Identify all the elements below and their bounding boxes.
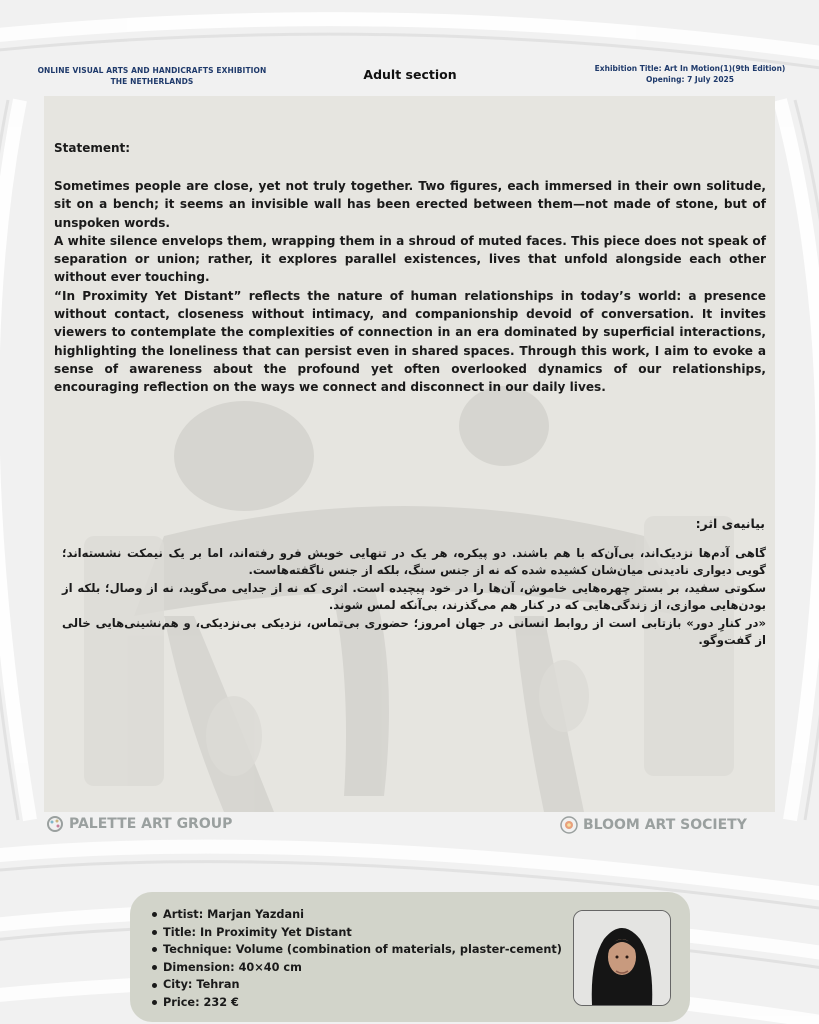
- info-technique: Technique: Volume (combination of materials, plaster-cement): [163, 943, 562, 957]
- statement-paragraph: Sometimes people are close, yet not truly together. Two figures, each immersed in their own solitude, sit on a bench; it seems an invisible wall has been erected between them—not made of stone, but of unspoken words.: [54, 179, 766, 230]
- info-item-artist: [152, 906, 562, 924]
- persian-statement-body: [62, 545, 766, 649]
- persian-paragraph: سکوتی سفید، بر بستر چهره‌هایی خاموش، آن‌ها را در خود پیچیده است. اثری که نه از جدایی می‌گوید، نه از وصال؛ بلکه از بودن‌هایی موازی، از زندگی‌هایی که در کنار هم می‌گذرند، بی‌آنکه لمس شوند.: [62, 580, 766, 613]
- info-price: Price: 232 €: [163, 995, 239, 1009]
- section-title: Adult section: [363, 67, 457, 82]
- header-right-line1: Exhibition Title: Art In Motion(1)(9th Edition): [594, 64, 786, 73]
- header-left-line2: THE NETHERLANDS: [110, 77, 194, 86]
- info-artist: Artist: Marjan Yazdani: [163, 908, 305, 921]
- artist-info-list: [152, 906, 562, 1012]
- palette-logo-icon: [46, 815, 64, 833]
- bloom-art-society-logo: [560, 816, 747, 834]
- bullet-icon: [152, 930, 157, 935]
- bullet-icon: [152, 965, 157, 970]
- info-item-price: [152, 994, 562, 1012]
- info-item-city: [152, 976, 562, 994]
- info-item-dimension: [152, 959, 562, 977]
- info-dimension: Dimension: 40×40 cm: [163, 960, 302, 974]
- palette-art-group-logo: [46, 815, 232, 833]
- info-title: Title: In Proximity Yet Distant: [163, 925, 352, 939]
- palette-logo-text: PALETTE ART GROUP: [69, 816, 233, 832]
- exhibition-title-header: [585, 63, 795, 85]
- bullet-icon: [152, 947, 157, 952]
- statement-body: [54, 177, 766, 397]
- persian-paragraph: «در کنارِ دور» بازتابی است از روابط انسانی در جهان امروز؛ حضوری بی‌تماس، نزدیکی بی‌نزدیکی، و هم‌نشینی‌هایی خالی از گفت‌وگو.: [62, 615, 766, 648]
- bullet-icon: [152, 983, 157, 988]
- bloom-logo-icon: [560, 816, 578, 834]
- bullet-icon: [152, 912, 157, 917]
- bullet-icon: [152, 1000, 157, 1005]
- statement-paragraph: “In Proximity Yet Distant” reflects the nature of human relationships in today’s world: a presence without contact, closeness without intimacy, and companionship devoid of conversation. It invites viewers to contemplate the complexities of connection in an era dominated by superficial interactions, highlighting the loneliness that can persist even in shared spaces. Through this work, I aim to evoke a sense of awareness about the profound yet often overlooked dynamics of our relationships, encouraging reflection on the ways we connect and disconnect in our daily lives.: [54, 288, 766, 395]
- artist-portrait: [573, 910, 671, 1006]
- info-item-technique: [152, 941, 562, 959]
- artist-info-card: [130, 892, 690, 1022]
- header-right-line2: Opening: 7 July 2025: [646, 75, 734, 84]
- bloom-logo-text: BLOOM ART SOCIETY: [583, 817, 747, 833]
- portrait-image: [574, 911, 670, 1005]
- persian-statement-title: بیانیه‌ی اثر:: [695, 516, 765, 531]
- header-left-line1: ONLINE VISUAL ARTS AND HANDICRAFTS EXHIBITION: [37, 66, 267, 75]
- exhibition-org-header: [22, 65, 282, 87]
- info-city: City: Tehran: [163, 978, 240, 992]
- persian-paragraph: گاهی آدم‌ها نزدیک‌اند، بی‌آن‌که با هم باشند. دو پیکره، هر یک در تنهایی خویش فرو رفته‌اند، اما بر یک نیمکت نشسته‌اند؛ گویی دیواری نادیدنی میان‌شان کشیده شده که نه از جنس سنگ، بلکه از جنس ناگفته‌هاست.: [62, 546, 766, 578]
- statement-paragraph: A white silence envelops them, wrapping them in a shroud of muted faces. This piece does not speak of separation or union; rather, it explores parallel existences, lives that unfold alongside each other without ever touching.: [54, 233, 766, 285]
- statement-title: Statement:: [54, 141, 131, 155]
- info-item-title: [152, 924, 562, 942]
